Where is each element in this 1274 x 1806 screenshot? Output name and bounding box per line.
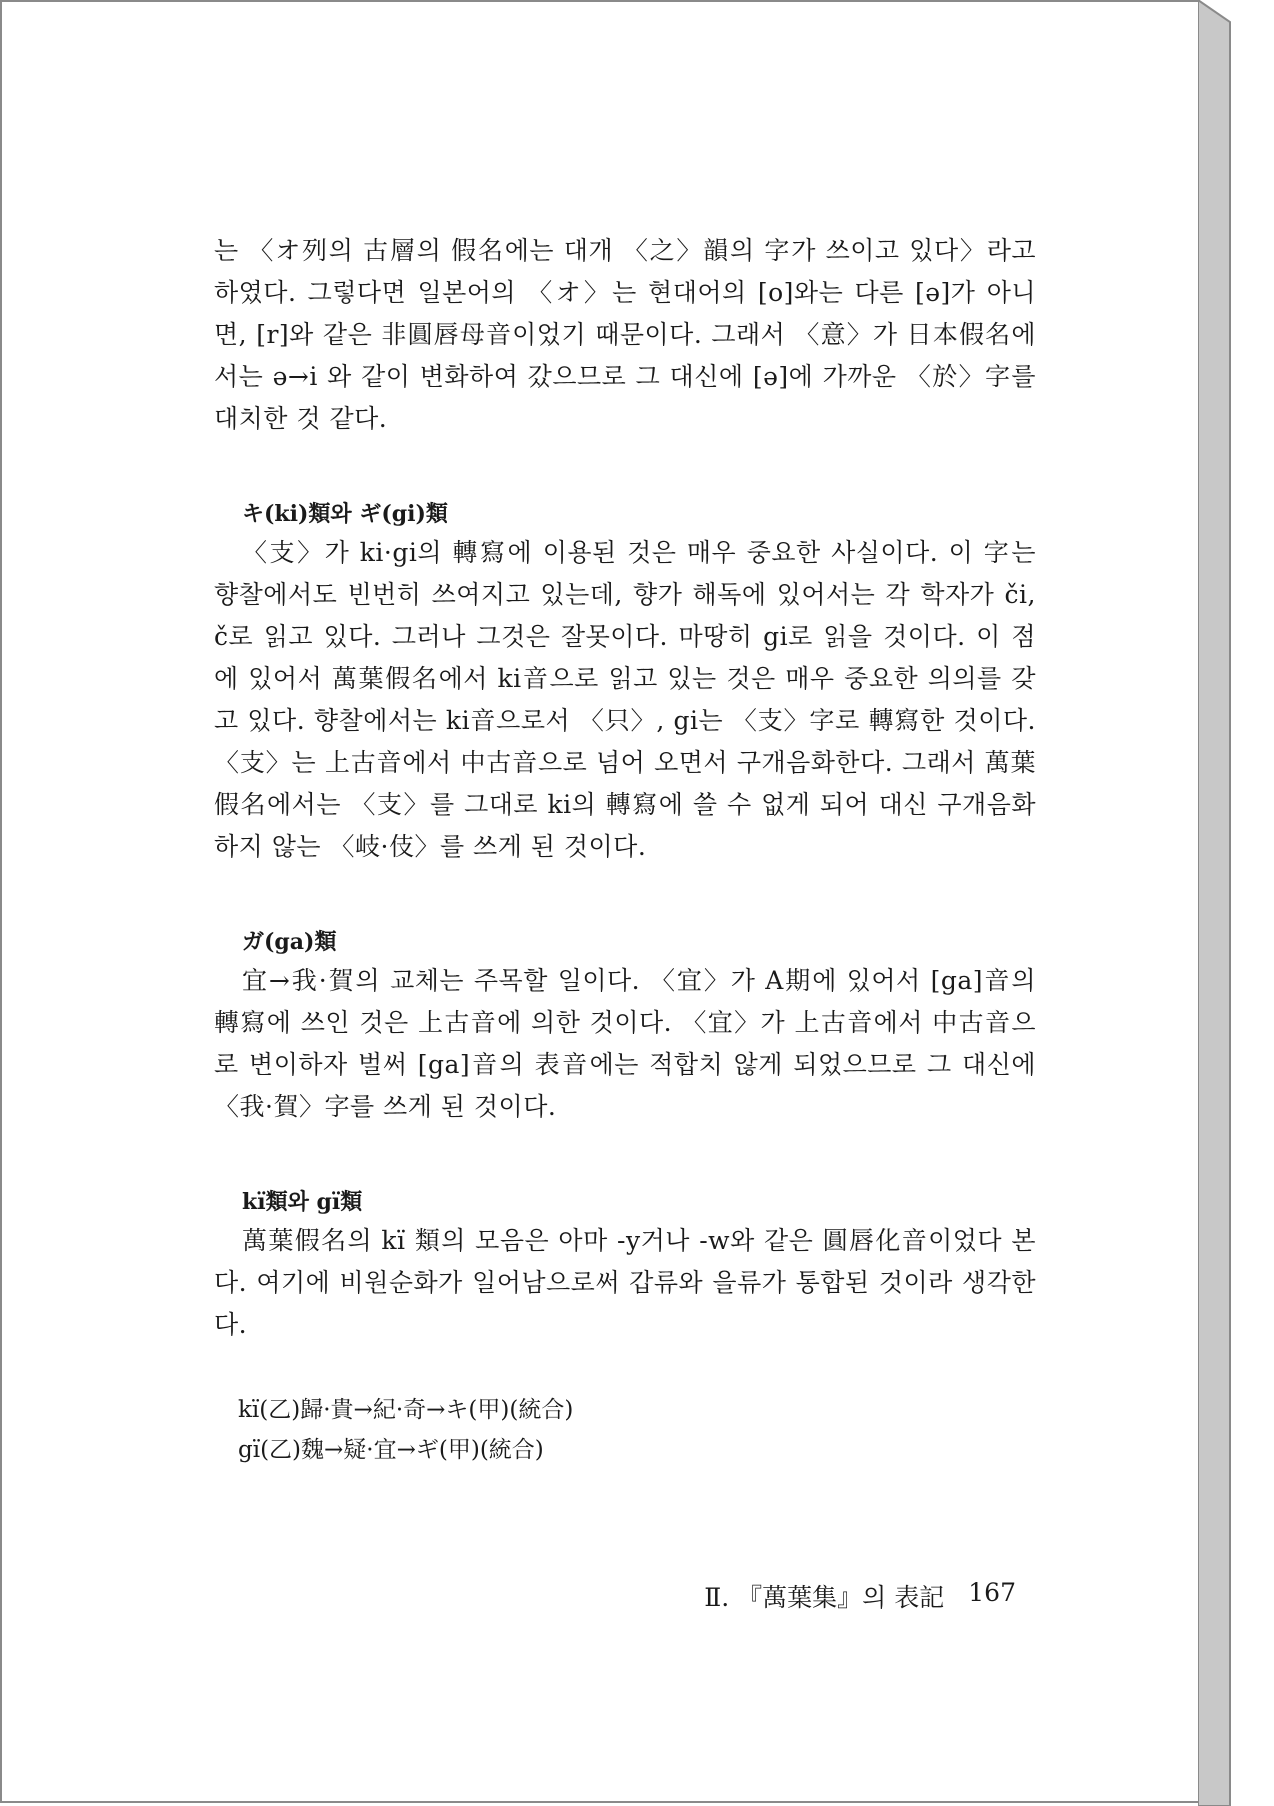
section-heading-ga: ガ(ga)類 (242, 929, 337, 955)
running-footer (702, 1578, 1016, 1614)
paragraph-1: 는 〈オ列의 古層의 假名에는 대개 〈之〉韻의 字가 쓰이고 있다〉라고 하였다. 그렇다면 일본어의 〈オ〉는 현대어의 [o]와는 다른 [ə]가 아니면, [r]와 같은 非圓唇母音이었기 때문이다. 그래서 〈意〉가 日本假名에서는 ə→i 와 같이 변화하여 갔으므로 그 대신에 [ə]에 가까운 〈於〉字를 대치한 것 같다. (214, 236, 1036, 433)
page-number: 167 (968, 1578, 1016, 1607)
section-heading-ki-gi-otsu: kï類와 gï類 (242, 1189, 363, 1215)
spacer (214, 868, 1036, 924)
paragraph-4: 萬葉假名의 kï 類의 모음은 아마 -y거나 -w와 같은 圓唇化音이었다 본다. 여기에 비원순화가 일어남으로써 갑류와 을류가 통합된 것이라 생각한다. (214, 1226, 1036, 1339)
spacer (214, 1346, 1036, 1390)
page-edge-shadow (1198, 0, 1268, 1806)
spacer (214, 1128, 1036, 1184)
spacer (214, 440, 1036, 496)
paragraph-3: 宜→我·賀의 교체는 주목할 일이다. 〈宜〉가 A期에 있어서 [ga]音의 轉寫에 쓰인 것은 上古音에 의한 것이다. 〈宜〉가 上古音에서 中古音으로 변이하자 벌써 [ga]音의 表音에는 적합치 않게 되었으므로 그 대신에 〈我·賀〉字를 쓰게 된 것이다. (214, 966, 1036, 1121)
paragraph-2: 〈支〉가 ki·gi의 轉寫에 이용된 것은 매우 중요한 사실이다. 이 字는 향찰에서도 빈번히 쓰여지고 있는데, 향가 해독에 있어서는 각 학자가 či, č로 읽고 있다. 그러나 그것은 잘못이다. 마땅히 gi로 읽을 것이다. 이 점에 있어서 萬葉假名에서 ki音으로 읽고 있는 것은 매우 중요한 의의를 갖고 있다. 향찰에서는 ki音으로서 〈只〉, gi는 〈支〉字로 轉寫한 것이다. 〈支〉는 上古音에서 中古音으로 넘어 오면서 구개음화한다. 그래서 萬葉假名에서는 〈支〉를 그대로 ki의 轉寫에 쓸 수 없게 되어 대신 구개음화하지 않는 〈岐·伎〉를 쓰게 된 것이다. (214, 538, 1036, 861)
section-heading-ki-gi: キ(ki)類와 ギ(gi)類 (242, 501, 448, 527)
formula-ki: kï(乙)歸·貴→紀·奇→キ(甲)(統合) (238, 1397, 574, 1423)
formula-gi: gï(乙)魏→疑·宜→ギ(甲)(統合) (238, 1437, 544, 1463)
page-content (214, 230, 1036, 1470)
footer-section-title: Ⅱ. 『萬葉集』의 表記 (704, 1583, 945, 1612)
